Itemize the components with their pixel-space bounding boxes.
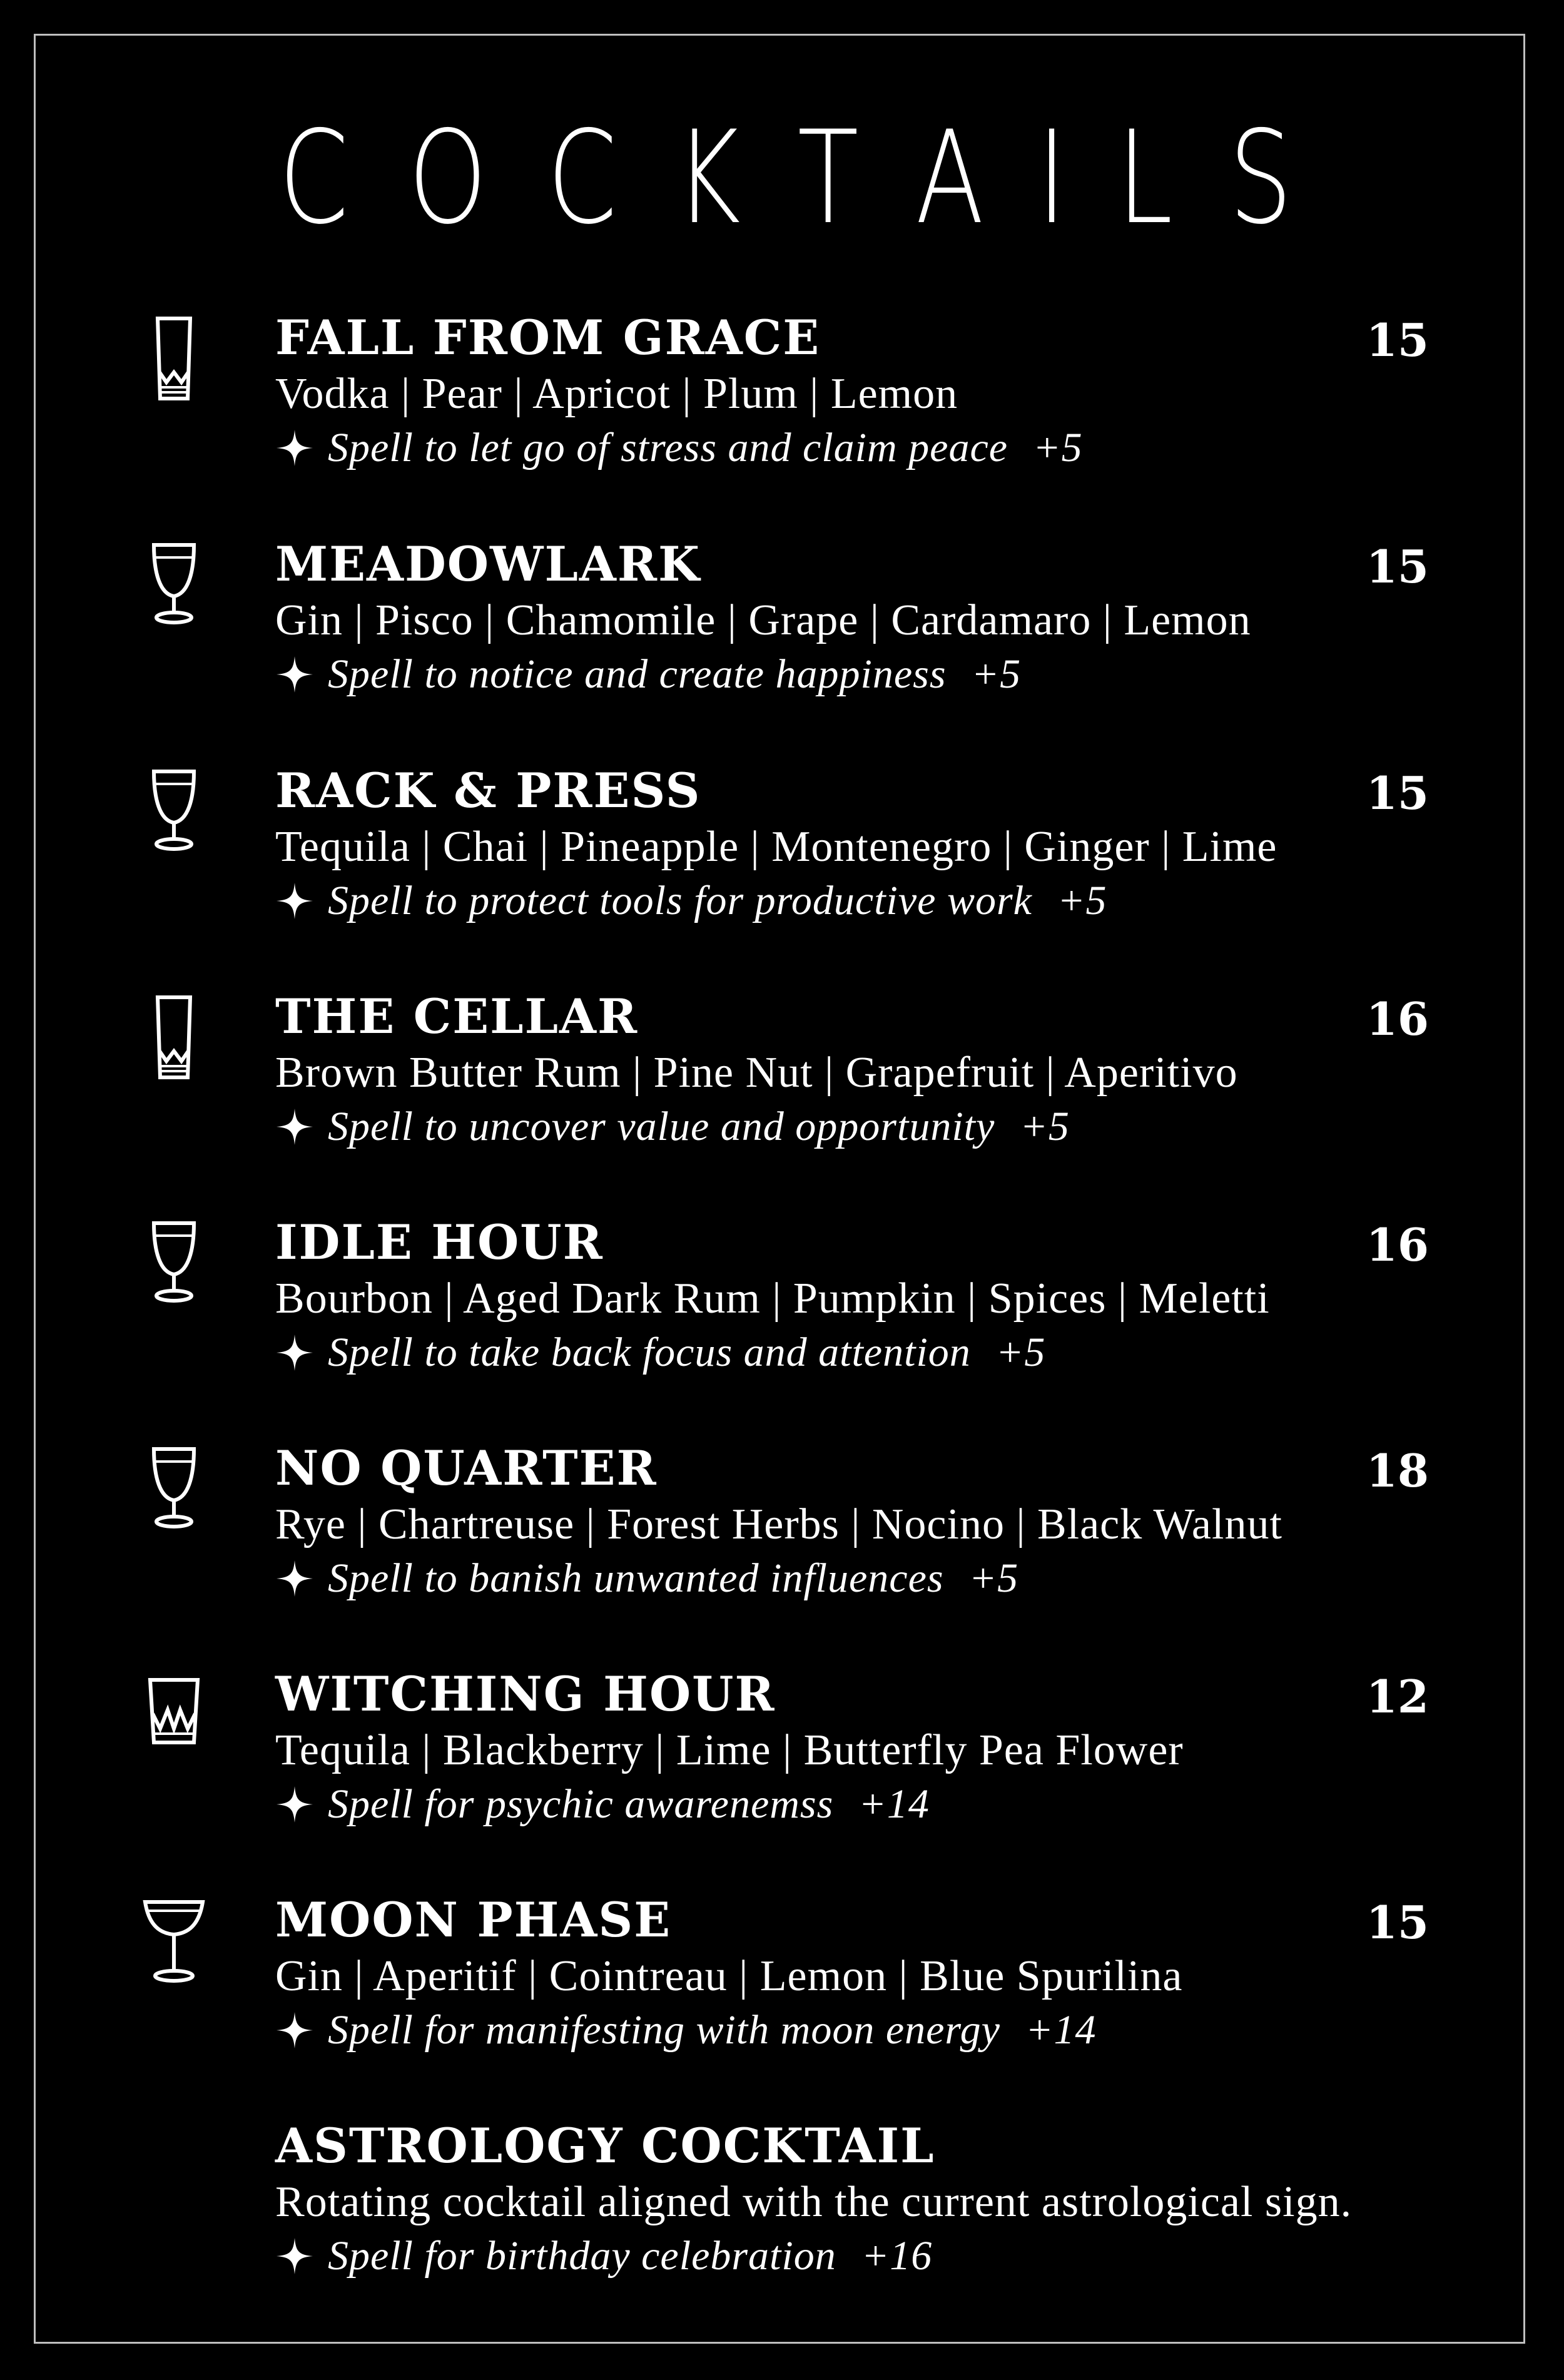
cocktail-name: MOON PHASE xyxy=(275,1892,672,1948)
menu-item-no-quarter xyxy=(0,1440,1564,1653)
cocktail-description: Rotating cocktail aligned with the current astrological sign. xyxy=(275,2178,1353,2226)
spell-text: Spell for psychic awarenemss xyxy=(328,1781,834,1827)
title-letter: T xyxy=(797,103,859,253)
cocktail-name: MEADOWLARK xyxy=(275,536,701,592)
spell-upcharge: +5 xyxy=(1033,425,1083,470)
cocktail-name: NO QUARTER xyxy=(275,1440,658,1496)
title-letter: I xyxy=(1037,103,1067,253)
cocktail-price: 16 xyxy=(1366,1218,1429,1271)
cocktail-spell xyxy=(275,2003,1097,2057)
cocktail-price: 18 xyxy=(1366,1444,1429,1497)
cocktail-spell xyxy=(275,648,1021,701)
highball-crystal-glass-icon xyxy=(136,310,211,404)
spell-upcharge: +14 xyxy=(1025,2007,1097,2053)
sparkle-icon xyxy=(275,1107,314,1146)
cocktail-spell xyxy=(275,421,1083,475)
cocktail-name: ASTROLOGY COCKTAIL xyxy=(275,2118,935,2174)
spell-text: Spell to notice and create happiness xyxy=(328,651,947,697)
cocktail-spell xyxy=(275,2229,932,2283)
cocktail-ingredients: Gin | Pisco | Chamomile | Grape | Cardamaro | Lemon xyxy=(275,596,1251,644)
cocktail-name: RACK & PRESS xyxy=(275,763,701,818)
spell-upcharge: +14 xyxy=(858,1781,930,1827)
cocktail-price: 15 xyxy=(1366,540,1429,593)
cocktail-spell xyxy=(275,874,1107,928)
sparkle-icon xyxy=(275,2237,314,2276)
cocktail-ingredients: Tequila | Blackberry | Lime | Butterfly Pea Flower xyxy=(275,1726,1184,1774)
spell-text: Spell to take back focus and attention xyxy=(328,1330,971,1375)
spell-text: Spell to let go of stress and claim peace xyxy=(328,425,1008,470)
stemmed-goblet-glass-icon xyxy=(136,1214,211,1308)
spell-upcharge: +5 xyxy=(1057,878,1107,923)
cocktail-price: 16 xyxy=(1366,992,1429,1045)
cocktail-spell xyxy=(275,1326,1045,1380)
cocktail-spell xyxy=(275,1552,1018,1605)
menu-item-fall-from-grace xyxy=(0,310,1564,522)
spell-upcharge: +5 xyxy=(968,1555,1019,1601)
cocktail-price: 12 xyxy=(1366,1670,1429,1723)
sparkle-icon xyxy=(275,1559,314,1598)
title-letter: O xyxy=(409,103,487,253)
cocktail-price: 15 xyxy=(1366,766,1429,820)
cocktail-price: 15 xyxy=(1366,313,1429,367)
sparkle-icon xyxy=(275,1333,314,1372)
coupe-glass-icon xyxy=(136,1892,211,1986)
cocktail-name: THE CELLAR xyxy=(275,989,639,1044)
sparkle-icon xyxy=(275,429,314,467)
sparkle-icon xyxy=(275,882,314,920)
cocktail-ingredients: Brown Butter Rum | Pine Nut | Grapefruit | Aperitivo xyxy=(275,1049,1238,1097)
cocktail-ingredients: Tequila | Chai | Pineapple | Montenegro | Ginger | Lime xyxy=(275,823,1277,871)
title-letter: S xyxy=(1229,103,1292,253)
cocktail-price: 15 xyxy=(1366,1896,1429,1949)
cocktail-ingredients: Rye | Chartreuse | Forest Herbs | Nocino | Black Walnut xyxy=(275,1500,1282,1549)
sparkle-icon xyxy=(275,1785,314,1824)
spell-upcharge: +5 xyxy=(971,651,1022,697)
stemmed-goblet-glass-icon xyxy=(136,1440,211,1534)
menu-item-meadowlark xyxy=(0,536,1564,749)
spell-text: Spell for birthday celebration xyxy=(328,2233,836,2279)
menu-item-the-cellar xyxy=(0,989,1564,1201)
spell-upcharge: +5 xyxy=(995,1330,1046,1375)
cocktail-ingredients: Bourbon | Aged Dark Rum | Pumpkin | Spices | Meletti xyxy=(275,1274,1270,1323)
cocktail-name: FALL FROM GRACE xyxy=(275,310,821,365)
menu-item-idle-hour xyxy=(0,1214,1564,1427)
menu-item-rack-and-press xyxy=(0,763,1564,975)
spell-text: Spell to protect tools for productive work xyxy=(328,878,1032,923)
menu-title xyxy=(269,103,1301,253)
title-letter: C xyxy=(278,103,349,253)
menu-item-witching-hour xyxy=(0,1666,1564,1879)
spell-text: Spell for manifesting with moon energy xyxy=(328,2007,1000,2053)
rocks-crystal-glass-icon xyxy=(136,1666,211,1760)
title-letter: L xyxy=(1117,103,1173,253)
cocktail-ingredients: Vodka | Pear | Apricot | Plum | Lemon xyxy=(275,370,958,418)
menu-item-astrology-cocktail xyxy=(0,2118,1564,2331)
cocktail-spell xyxy=(275,1100,1070,1154)
title-letter: A xyxy=(915,103,985,253)
stemmed-goblet-glass-icon xyxy=(136,536,211,630)
spell-upcharge: +16 xyxy=(861,2233,933,2279)
cocktail-name: WITCHING HOUR xyxy=(275,1666,776,1722)
spell-text: Spell to banish unwanted influences xyxy=(328,1555,944,1601)
title-letter: K xyxy=(674,103,741,253)
menu-item-moon-phase xyxy=(0,1892,1564,2105)
title-letter: C xyxy=(547,103,617,253)
stemmed-goblet-glass-icon xyxy=(136,763,211,857)
sparkle-icon xyxy=(275,2011,314,2050)
cocktail-spell xyxy=(275,1777,930,1831)
cocktail-name: IDLE HOUR xyxy=(275,1214,604,1270)
spell-upcharge: +5 xyxy=(1020,1104,1070,1149)
highball-crystal-glass-icon xyxy=(136,989,211,1082)
sparkle-icon xyxy=(275,655,314,694)
spell-text: Spell to uncover value and opportunity xyxy=(328,1104,995,1149)
cocktail-ingredients: Gin | Aperitif | Cointreau | Lemon | Blue Spurilina xyxy=(275,1952,1183,2000)
